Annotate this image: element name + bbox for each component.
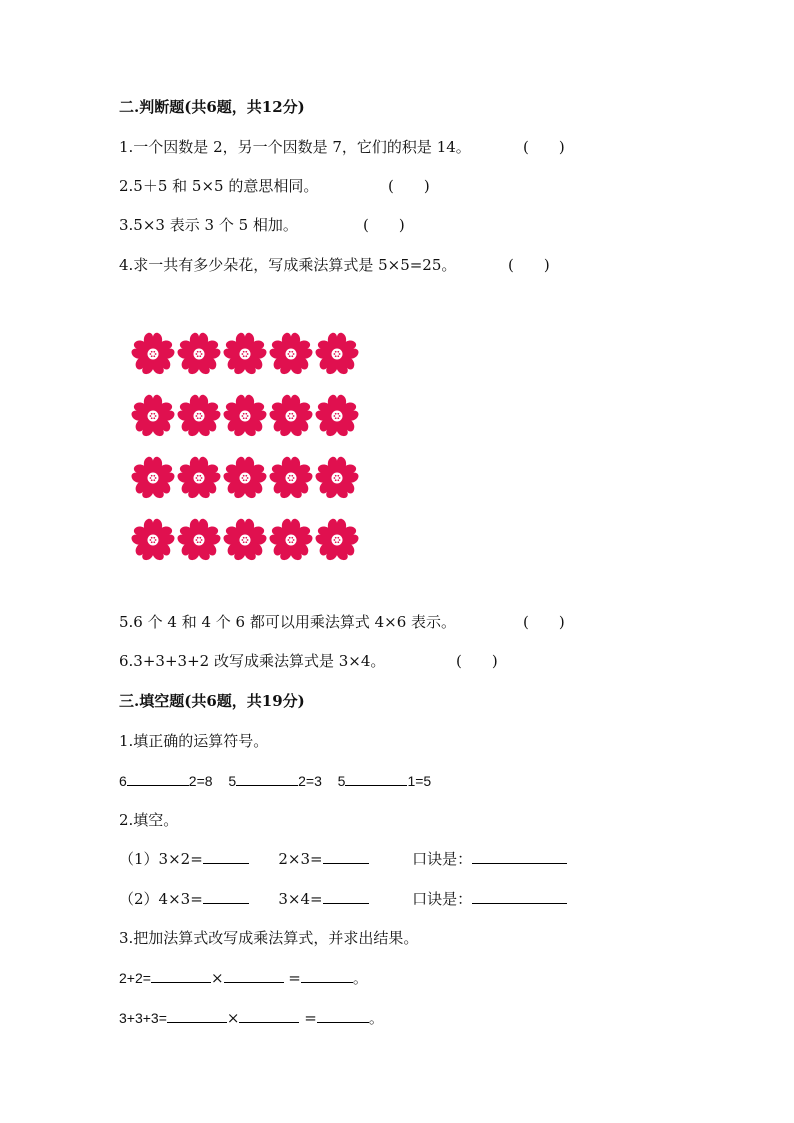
flower-icon	[130, 395, 176, 439]
fill-question-3-row-1	[119, 968, 368, 988]
operator-blank-1[interactable]	[127, 771, 189, 786]
section-title-judgement: 二.判断题(共6题，共12分)	[119, 98, 305, 116]
answer-blank-3x4[interactable]	[323, 889, 369, 904]
flower-grid-svg	[130, 330, 365, 570]
fill-question-1: 1.填正确的运算符号。	[119, 732, 269, 750]
fill-question-2-row-2	[119, 889, 567, 909]
expr-3x4: 3×4=	[278, 890, 323, 908]
rhyme-blank-2[interactable]	[472, 889, 567, 904]
answer-blank-4x3[interactable]	[203, 889, 249, 904]
times-sign-1: ×	[210, 969, 224, 987]
question-5: 5.6 个 4 和 4 个 6 都可以用乘法算式 4×6 表示。	[119, 613, 457, 631]
flower-icon	[176, 519, 222, 563]
result-blank-2[interactable]	[317, 1008, 369, 1023]
equals-sign-2: =	[304, 1009, 317, 1027]
flower-icon	[176, 395, 222, 439]
flower-icon	[314, 333, 360, 377]
flower-icon	[176, 333, 222, 377]
factor-blank-1b[interactable]	[224, 968, 284, 983]
operand-a: 6	[119, 773, 127, 789]
operator-blank-3[interactable]	[345, 771, 407, 786]
flower-icon	[130, 457, 176, 501]
answer-paren-2[interactable]: ( )	[388, 177, 430, 195]
answer-paren-5[interactable]: ( )	[523, 613, 565, 631]
answer-paren-3[interactable]: ( )	[363, 216, 405, 234]
expr-2x3: 2×3=	[278, 850, 323, 868]
answer-blank-2x3[interactable]	[323, 849, 369, 864]
period-2: 。	[368, 1009, 384, 1027]
operand-b: 5	[228, 773, 237, 789]
fill-question-2: 2.填空。	[119, 811, 179, 829]
flower-icon	[314, 519, 360, 563]
times-sign-2: ×	[226, 1009, 240, 1027]
rhyme-label-1: 口诀是：	[412, 850, 473, 868]
answer-paren-6[interactable]: ( )	[456, 652, 498, 670]
flower-grid	[130, 330, 365, 570]
equals-sign-1: =	[288, 969, 301, 987]
rhyme-label-2: 口诀是：	[412, 890, 473, 908]
operand-a-tail: 2=8	[188, 773, 213, 789]
result-blank-1[interactable]	[301, 968, 353, 983]
rhyme-blank-1[interactable]	[472, 849, 567, 864]
flower-icon	[222, 395, 268, 439]
operator-blank-2[interactable]	[236, 771, 298, 786]
factor-blank-2a[interactable]	[167, 1008, 227, 1023]
flower-icon	[176, 457, 222, 501]
operand-c-tail: 1=5	[407, 773, 432, 789]
operand-c: 5	[337, 773, 346, 789]
answer-blank-3x2[interactable]	[203, 849, 249, 864]
question-4: 4.求一共有多少朵花，写成乘法算式是 5×5=25。	[119, 256, 457, 274]
question-1: 1.一个因数是 2，另一个因数是 7，它们的积是 14。	[119, 138, 471, 156]
addition-expr-1: 2+2=	[119, 970, 151, 986]
expr-4x3: （2）4×3=	[119, 890, 203, 908]
expr-3x2: （1）3×2=	[119, 850, 203, 868]
operand-b-tail: 2=3	[298, 773, 322, 789]
flower-icon	[314, 457, 360, 501]
flower-icon	[268, 333, 314, 377]
period-1: 。	[352, 969, 368, 987]
answer-paren-1[interactable]: ( )	[523, 138, 565, 156]
fill-question-2-row-1	[119, 849, 567, 869]
fill-question-1-row	[119, 771, 431, 791]
flower-icon	[268, 457, 314, 501]
flower-icon	[222, 519, 268, 563]
question-6: 6.3+3+3+2 改写成乘法算式是 3×4。	[119, 652, 386, 670]
flower-icon	[130, 519, 176, 563]
flower-icon	[222, 333, 268, 377]
fill-question-3: 3.把加法算式改写成乘法算式，并求出结果。	[119, 929, 419, 947]
answer-paren-4[interactable]: ( )	[508, 256, 550, 274]
flower-icon	[222, 457, 268, 501]
section-title-fill-in: 三.填空题(共6题，共19分)	[119, 692, 305, 710]
flower-icon	[314, 395, 360, 439]
flower-icon	[130, 333, 176, 377]
question-3: 3.5×3 表示 3 个 5 相加。	[119, 216, 298, 234]
question-2: 2.5＋5 和 5×5 的意思相同。	[119, 177, 319, 195]
flower-icon	[268, 519, 314, 563]
factor-blank-1a[interactable]	[151, 968, 211, 983]
flower-icon	[268, 395, 314, 439]
factor-blank-2b[interactable]	[239, 1008, 299, 1023]
addition-expr-2: 3+3+3=	[119, 1010, 167, 1026]
fill-question-3-row-2	[119, 1008, 384, 1028]
